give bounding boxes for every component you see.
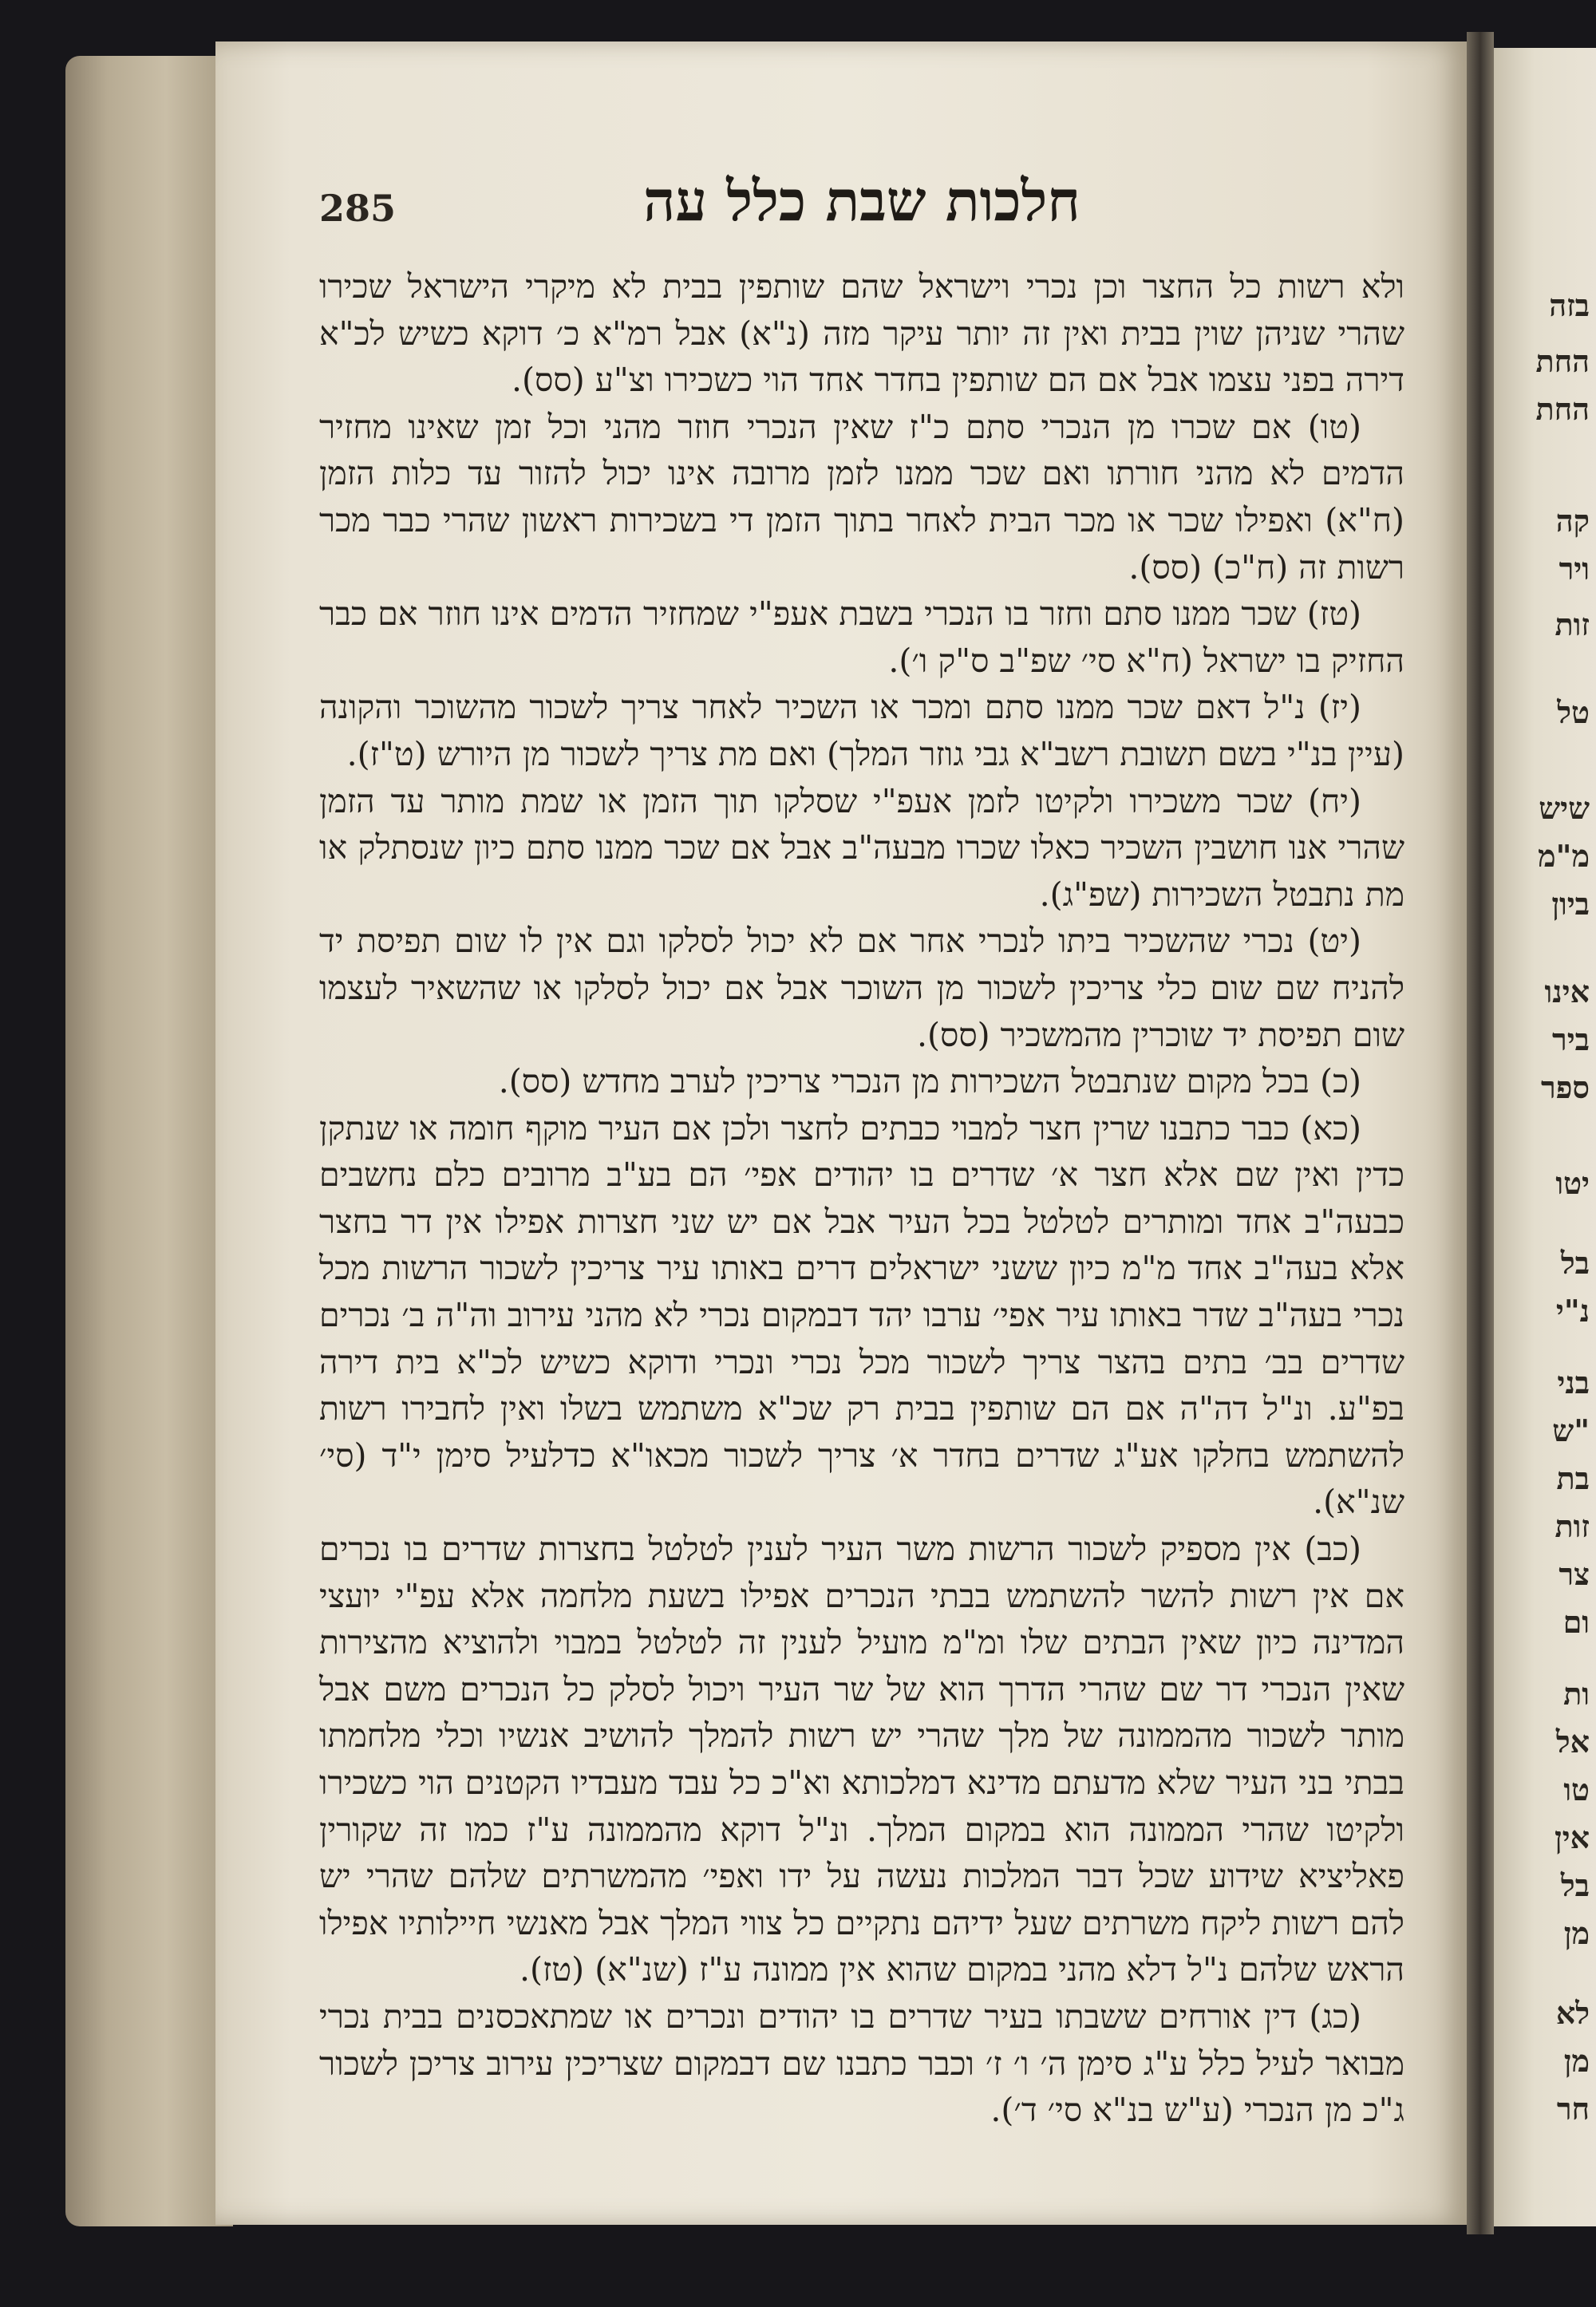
adjacent-page-text: שיש: [1539, 790, 1590, 826]
running-title: חלכות שבת כלל עה: [643, 168, 1080, 234]
adjacent-page-text: ות: [1563, 1676, 1590, 1712]
adjacent-page-text: בל: [1560, 1245, 1590, 1281]
paragraph: (טו) אם שכרו מן הנכרי סתם כ"ז שאין הנכרי חוזר מהני וכל זמן שאינו מחזיר הדמים לא מהני חורתו ואם שכר ממנו לזמן מרובה אינו יכול להזור עד כלות הזמן (ח"א) ואפילו שכר או מכר הבית לאחר בתוך הזמן די בשכירות ראשון שהרי כבר מכר רשות זה (ח"כ) (סס).: [319, 407, 1404, 587]
adjacent-page-text: חר: [1556, 2091, 1590, 2127]
page-header: [319, 168, 1404, 247]
adjacent-page-text: לא: [1555, 1995, 1590, 2031]
adjacent-page-text: בל: [1560, 1867, 1590, 1903]
adjacent-page-text: זות: [1555, 606, 1590, 642]
paragraph: (יז) נ"ל דאם שכר ממנו סתם ומכר או השכיר לאחר צריך לשכור מהשוכר והקונה (עיין בנ"י בשם תשובת רשב"א גבי גוזר המלך) ואם מת צריך לשכור מן היורש (ט"ז).: [319, 688, 1404, 773]
page-number: 285: [319, 187, 397, 230]
paragraph: (כ) בכל מקום שנתבטל השכירות מן הנכרי צריכין לערב מחדש (סס).: [498, 1062, 1361, 1101]
adjacent-page-text: מ"מ: [1538, 838, 1590, 874]
adjacent-page-text: מן: [1563, 1915, 1590, 1951]
adjacent-page-text: צר: [1558, 1556, 1590, 1592]
adjacent-page: [1494, 48, 1596, 2226]
adjacent-page-text: בני: [1557, 1365, 1590, 1400]
adjacent-page-text: קה: [1555, 503, 1590, 539]
page-body: [319, 263, 1404, 2134]
paragraph: (כג) דין אורחים ששבתו בעיר שדרים בו יהודים ונכרים או שמתאכסנים בבית נכרי מבואר לעיל כלל ע"ג סימן ה׳ ו׳ ז׳ וכבר כתבנו שם דבמקום שצריכין עירוב צריכן לשכור ג"כ מן הנכרי (ע"ש בנ"א סי׳ ד׳).: [319, 1997, 1404, 2130]
paragraph: (יט) נכרי שהשכיר ביתו לנכרי אחר אם לא יכול לסלקו וגם אין לו שום תפיסת יד להניח שם שום כלי צריכין לשכור מן השוכר אבל אם יכול לסלקו או שהשאיר לעצמו שום תפיסת יד שוכרין מהמשכיר (סס).: [319, 922, 1404, 1054]
adjacent-page-text: ביר: [1552, 1021, 1590, 1057]
adjacent-page-text: יטו: [1555, 1165, 1590, 1201]
adjacent-page-text: בת: [1556, 1460, 1590, 1496]
paragraph: (כב) אין מספיק לשכור הרשות משר העיר לענין לטלטל בחצרות שדרים בו נכרים אם אין רשות להשר להשתמש בבתי הנכרים אפילו בשעת מלחמה אלא עפ"י יועצי המדינה כיון שאין הבתים שלו ומ"מ מועיל לענין זה לטלטל במבוי ולהוציא מהצירות שאין הנכרי דר שם שהרי הדרך הוא של שר העיר ויכול לסלק כל הנכרים משם אבל מותר לשכור מהממונה של מלך שהרי יש רשות להמלך להושיב אנשיו וכלי מלחמתו בבתי בני העיר שלא מדעתם מדינא דמלכותא וא"כ כל עבד מעבדיו הקטנים הוי כשכירו ולקיטו שהרי הממונה הוא במקום המלך. ונ"ל דוקא מהממונה ע"ז כמו זה שקורין פאליציא שידוע שכל דבר המלכות נעשה על ידו ואפי׳ מהמשרתים שלהם שהרי יש להם רשות ליקח משרתים שעל ידיהם נתקיים כל צווי המלך אבל מאנשי חיילותיו אפילו הראש שלהם נ"ל דלא מהני במקום שהוא אין ממונה ע"ז (שנ"א) (טז).: [319, 1530, 1404, 1989]
adjacent-page-text: אין: [1554, 1819, 1590, 1855]
adjacent-page-text: בזה: [1549, 287, 1590, 323]
paragraph: (כא) כבר כתבנו שרין חצר למבוי כבתים לחצר ולכן אם העיר מוקף חומה או שנתקן כדין ואין שם אלא חצר א׳ שדרים בו יהודים אפי׳ הם בע"ב מרובים כלם נחשבים כבעה"ב אחד ומותרים לטלטל בכל העיר אבל אם יש שני חצרות אפילו אין דר בחצר אלא בעה"ב אחד מ"מ כיון ששני ישראלים דרים באותו עיר צריכין לשכור הרשות מכל נכרי בעה"ב שדר באותו עיר אפי׳ ערבו יהד דבמקום נכרי לא מהני עירוב וה"ה ב׳ נכרים שדרים בב׳ בתים בהצר צריך לשכור מכל נכרי ונכרי ודוקא כשיש לכ"א בית דירה בפ"ע. ונ"ל דה"ה אם הם שותפין בבית רק שכ"א משתמש בשלו ואין לחבירו רשות להשתמש בחלקו אע"ג שדרים בחדר א׳ צריך לשכור מכאו"א כדלעיל סימן י"ד (סי׳ שנ"א).: [319, 1108, 1404, 1522]
adjacent-page-text: ביון: [1551, 886, 1590, 922]
adjacent-page-text: החת: [1535, 343, 1590, 379]
adjacent-page-text: ספר: [1541, 1069, 1590, 1105]
book-page-edges: [65, 56, 233, 2226]
paragraph: (טז) שכר ממנו סתם וחזר בו הנכרי בשבת אעפ"י שמחזיר הדמים אינו חוזר אם כבר החזיק בו ישראל (ח"א סי׳ שפ"ב ס"ק ו׳).: [319, 595, 1404, 680]
adjacent-page-text: טו: [1563, 1772, 1590, 1807]
adjacent-page-text: זות: [1555, 1508, 1590, 1544]
adjacent-page-text: החת: [1535, 391, 1590, 427]
adjacent-page-text: טל: [1557, 694, 1590, 730]
adjacent-page-text: מן: [1563, 2043, 1590, 2079]
paragraph: (יח) שכר משכירו ולקיטו לזמן אעפ"י שסלקו תוך הזמן או שמת מותר עד הזמן שהרי אנו חושבין השכיר כאלו שכרו מבעה"ב אבל אם שכר ממנו סתם כיון שנסתלק או מת נתבטל השכירות (שפ"ג).: [319, 781, 1404, 914]
adjacent-page-text: ויר: [1558, 551, 1590, 587]
adjacent-page-text: אל: [1555, 1724, 1590, 1760]
book-gutter: [1467, 32, 1494, 2234]
adjacent-page-text: "ש: [1552, 1412, 1590, 1448]
adjacent-page-text: אינו: [1544, 974, 1590, 1009]
adjacent-page-text: ום: [1562, 1604, 1590, 1640]
adjacent-page-text: נ"י: [1555, 1293, 1590, 1329]
paragraph: ולא רשות כל החצר וכן נכרי וישראל שהם שותפין בבית לא מיקרי הישראל שכירו שהרי שניהן שוין בבית ואין זה יותר עיקר מזה (נ"א) אבל רמ"א כ׳ דוקא כשיש לכ"א דירה בפני עצמו אבל אם הם שותפין בחדר אחד הוי כשכירו וצ"ע (סס).: [319, 267, 1404, 400]
